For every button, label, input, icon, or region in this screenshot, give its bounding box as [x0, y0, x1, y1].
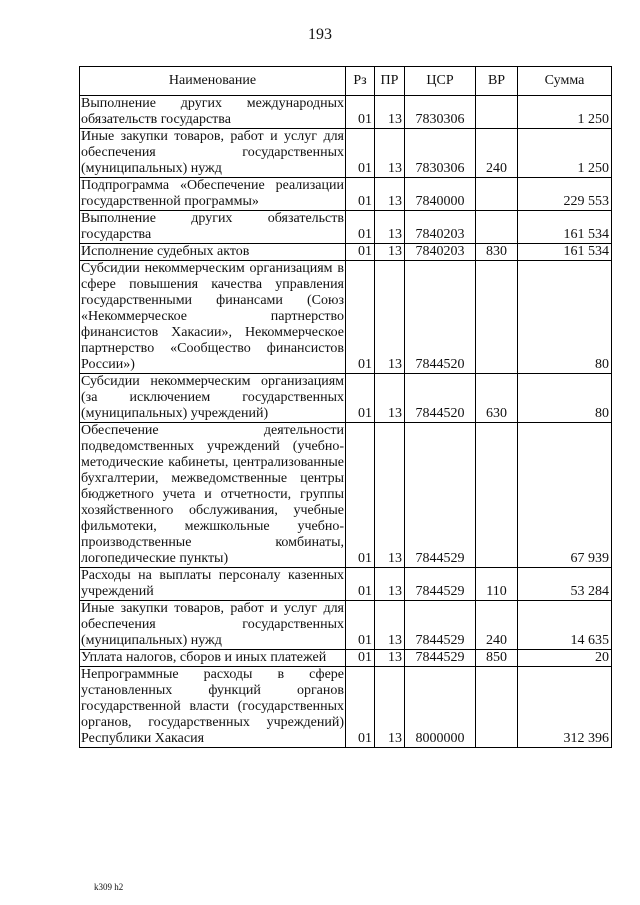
cell-name: Выполнение других обязательств государства — [81, 211, 344, 242]
cell-vr — [476, 96, 518, 129]
header-row — [80, 67, 612, 96]
table-row — [80, 261, 612, 374]
cell-vr — [476, 261, 518, 374]
table-header — [80, 67, 612, 96]
cell-pr: 13 — [375, 261, 405, 374]
header-name: Наименование — [80, 67, 346, 96]
cell-pr: 13 — [375, 568, 405, 601]
table-row — [80, 374, 612, 423]
cell-pr: 13 — [375, 178, 405, 211]
cell-name: Иные закупки товаров, работ и услуг для обеспечения государственных (муниципальных) нужд — [81, 129, 344, 176]
cell-vr — [476, 423, 518, 568]
table-row — [80, 568, 612, 601]
cell-sum: 1 250 — [518, 96, 612, 129]
cell-sum: 80 — [518, 261, 612, 374]
table-row — [80, 244, 612, 261]
table-row — [80, 96, 612, 129]
table-row — [80, 211, 612, 244]
cell-csr: 7844529 — [405, 650, 476, 667]
table-row — [80, 129, 612, 178]
cell-name: Субсидии некоммерческим организациям (за исключением государственных (муниципальных) учреждений) — [81, 374, 344, 421]
cell-name: Подпрограмма «Обеспечение реализации государственной программы» — [81, 178, 344, 209]
cell-pr: 13 — [375, 129, 405, 178]
cell-csr: 7844520 — [405, 374, 476, 423]
cell-name: Расходы на выплаты персоналу казенных учреждений — [81, 568, 344, 599]
table-row — [80, 601, 612, 650]
cell-name: Выполнение других международных обязательств государства — [81, 96, 344, 127]
cell-sum: 161 534 — [518, 211, 612, 244]
header-vr: ВР — [476, 67, 518, 96]
cell-name: Непрограммные расходы в сфере установленных функций органов государственной власти (государственных органов, государственных учреждений) Республики Хакасия — [81, 667, 344, 746]
cell-pr: 13 — [375, 96, 405, 129]
cell-vr: 110 — [476, 568, 518, 601]
budget-table — [79, 66, 612, 748]
cell-name: Иные закупки товаров, работ и услуг для обеспечения государственных (муниципальных) нужд — [81, 601, 344, 648]
cell-rz: 01 — [346, 650, 375, 667]
cell-pr: 13 — [375, 423, 405, 568]
cell-rz: 01 — [346, 667, 375, 748]
cell-rz: 01 — [346, 601, 375, 650]
cell-csr: 7840203 — [405, 244, 476, 261]
table-row — [80, 650, 612, 667]
cell-rz: 01 — [346, 211, 375, 244]
table-row — [80, 423, 612, 568]
cell-csr: 8000000 — [405, 667, 476, 748]
cell-rz: 01 — [346, 244, 375, 261]
cell-pr: 13 — [375, 244, 405, 261]
cell-csr: 7844529 — [405, 568, 476, 601]
header-rz: Рз — [346, 67, 375, 96]
cell-pr: 13 — [375, 650, 405, 667]
cell-sum: 67 939 — [518, 423, 612, 568]
cell-pr: 13 — [375, 601, 405, 650]
cell-pr: 13 — [375, 667, 405, 748]
cell-sum: 229 553 — [518, 178, 612, 211]
cell-rz: 01 — [346, 129, 375, 178]
cell-vr: 830 — [476, 244, 518, 261]
cell-csr: 7844520 — [405, 261, 476, 374]
cell-rz: 01 — [346, 374, 375, 423]
cell-vr — [476, 211, 518, 244]
cell-name: Субсидии некоммерческим организациям в сфере повышения качества управления государственными финансами (Союз «Некоммерческое партнерство финансистов Хакасии», Некоммерческое партнерство «Сообщество финансистов России») — [81, 261, 344, 372]
cell-sum: 312 396 — [518, 667, 612, 748]
page-number: 193 — [308, 26, 332, 43]
cell-csr: 7840203 — [405, 211, 476, 244]
footer-code: k309 h2 — [94, 882, 124, 892]
cell-sum: 20 — [518, 650, 612, 667]
header-pr: ПР — [375, 67, 405, 96]
cell-sum: 14 635 — [518, 601, 612, 650]
header-csr: ЦСР — [405, 67, 476, 96]
cell-sum: 161 534 — [518, 244, 612, 261]
cell-rz: 01 — [346, 261, 375, 374]
cell-csr: 7830306 — [405, 129, 476, 178]
cell-csr: 7830306 — [405, 96, 476, 129]
cell-csr: 7840000 — [405, 178, 476, 211]
cell-sum: 80 — [518, 374, 612, 423]
cell-sum: 53 284 — [518, 568, 612, 601]
table-body — [80, 96, 612, 748]
cell-vr: 240 — [476, 129, 518, 178]
cell-vr: 630 — [476, 374, 518, 423]
header-sum: Сумма — [518, 67, 612, 96]
table-row — [80, 667, 612, 748]
cell-csr: 7844529 — [405, 423, 476, 568]
cell-rz: 01 — [346, 178, 375, 211]
cell-name: Исполнение судебных актов — [80, 244, 346, 261]
cell-vr: 850 — [476, 650, 518, 667]
cell-name: Обеспечение деятельности подведомственных учреждений (учебно-методические кабинеты, централизованные бухгалтерии, межведомственные центры бюджетного учета и отчетности, группы хозяйственного обслуживания, учебные фильмотеки, межшкольные учебно-производственные комбинаты, логопедические пункты) — [81, 423, 344, 566]
cell-vr — [476, 667, 518, 748]
cell-sum: 1 250 — [518, 129, 612, 178]
table-row — [80, 178, 612, 211]
cell-pr: 13 — [375, 374, 405, 423]
cell-name: Уплата налогов, сборов и иных платежей — [80, 650, 346, 667]
cell-vr — [476, 178, 518, 211]
cell-rz: 01 — [346, 568, 375, 601]
cell-pr: 13 — [375, 211, 405, 244]
cell-rz: 01 — [346, 423, 375, 568]
cell-vr: 240 — [476, 601, 518, 650]
cell-csr: 7844529 — [405, 601, 476, 650]
cell-rz: 01 — [346, 96, 375, 129]
